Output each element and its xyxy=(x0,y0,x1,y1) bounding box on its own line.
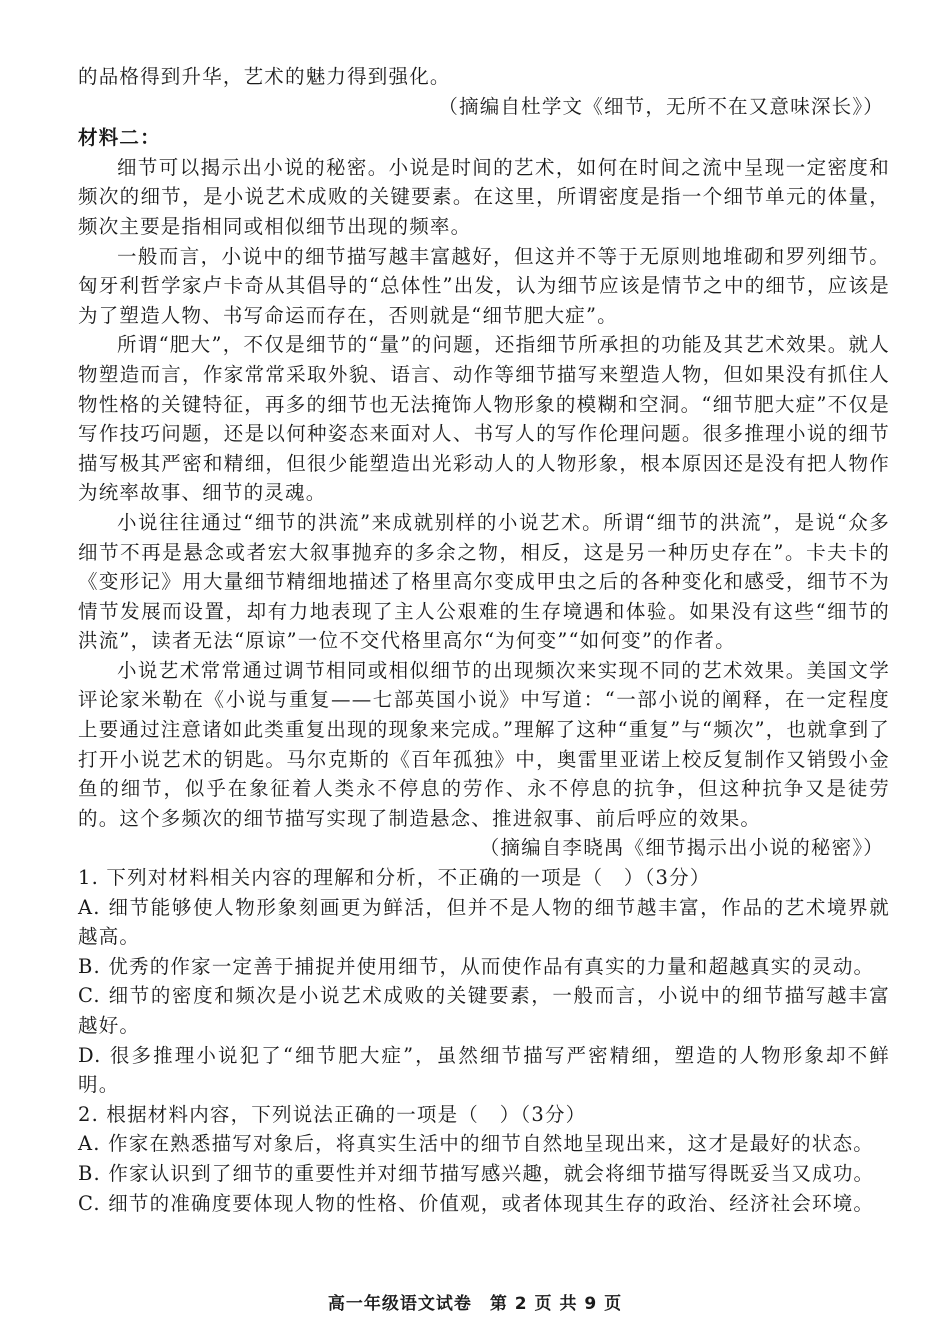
material2-paragraph: 一般而言，小说中的细节描写越丰富越好，但这并不等于无原则地堆砌和罗列细节。匈牙利哲学家卢卡奇从其倡导的“总体性”出发，认为细节应该是情节之中的细节，应该是为了塑造人物、书写命运而存在，否则就是“细节肥大症”。 xyxy=(78,244,890,327)
question-1-stem: 1. 下列对材料相关内容的理解和分析，不正确的一项是（ ）（3分） xyxy=(78,866,711,890)
source-citation-2: （摘编自李晓禺《细节揭示出小说的秘密》） xyxy=(479,836,884,860)
material2-paragraph: 所谓“肥大”，不仅是细节的“量”的问题，还指细节所承担的功能及其艺术效果。就人物塑造而言，作家常常采取外貌、语言、动作等细节描写来塑造人物，但如果没有抓住人物性格的关键特征，再多的细节也无法掩饰人物形象的模糊和空洞。“细节肥大症”不仅是写作技巧问题，还是以何种姿态来面对人、书写人的写作伦理问题。很多推理小说的细节描写极其严密和精细，但很少能塑造出光彩动人的人物形象，根本原因还是没有把人物作为统率故事、细节的灵魂。 xyxy=(78,333,890,505)
material2-paragraph: 小说艺术常常通过调节相同或相似细节的出现频次来实现不同的艺术效果。美国文学评论家米勒在《小说与重复——七部英国小说》中写道：“一部小说的阐释，在一定程度上要通过注意诸如此类重复出现的现象来完成。”理解了这种“重复”与“频次”，也就拿到了打开小说艺术的钥匙。马尔克斯的《百年孤独》中，奥雷里亚诺上校反复制作又销毁小金鱼的细节，似乎在象征着人类永不停息的劳作、永不停息的抗争，但这种抗争又是徒劳的。这个多频次的细节描写实现了制造悬念、推进叙事、前后呼应的效果。 xyxy=(78,658,890,830)
question-1-option-a: A. 细节能够使人物形象刻画更为鲜活，但并不是人物的细节越丰富，作品的艺术境界就越高。 xyxy=(78,895,890,949)
intro-line: 的品格得到升华，艺术的魅力得到强化。 xyxy=(78,65,451,88)
question-1-option-c: C. 细节的密度和频次是小说艺术成败的关键要素，一般而言，小说中的细节描写越丰富越好。 xyxy=(78,984,890,1037)
question-2-option-a: A. 作家在熟悉描写对象后，将真实生活中的细节自然地呈现出来，这才是最好的状态。 xyxy=(78,1132,874,1156)
question-1-option-d: D. 很多推理小说犯了“细节肥大症”，虽然细节描写严密精细，塑造的人物形象却不鲜明。 xyxy=(78,1043,890,1097)
material2-heading: 材料二： xyxy=(78,126,161,150)
question-2-option-b: B. 作家认识到了细节的重要性并对细节描写感兴趣，就会将细节描写得既妥当又成功。 xyxy=(78,1161,875,1185)
question-1-option-b: B. 优秀的作家一定善于捕捉并使用细节，从而使作品有真实的力量和超越真实的灵动。 xyxy=(78,954,875,978)
exam-page xyxy=(78,62,890,1218)
source-citation-1: （摘编自杜学文《细节，无所不在又意味深长》） xyxy=(438,94,884,118)
material2-paragraph: 小说往往通过“细节的洪流”来成就别样的小说艺术。所谓“细节的洪流”，是说“众多细节不再是悬念或者宏大叙事抛弃的多余之物，相反，这是另一种历史存在”。卡夫卡的《变形记》用大量细节精细地描述了格里高尔变成甲虫之后的各种变化和感受，细节不为情节发展而设置，却有力地表现了主人公艰难的生存境遇和体验。如果没有这些“细节的洪流”，读者无法“原谅”一位不交代格里高尔“为何变”“如何变”的作者。 xyxy=(78,510,890,653)
question-2-stem: 2. 根据材料内容，下列说法正确的一项是（ ）（3分） xyxy=(78,1102,587,1126)
page-footer: 高一年级语文试卷 第 2 页 共 9 页 xyxy=(327,1294,623,1314)
material2-paragraph: 细节可以揭示出小说的秘密。小说是时间的艺术，如何在时间之流中呈现一定密度和频次的细节，是小说艺术成败的关键要素。在这里，所谓密度是指一个细节单元的体量，频次主要是指相同或相似细节出现的频率。 xyxy=(78,155,890,238)
question-2-option-c: C. 细节的准确度要体现人物的性格、价值观，或者体现其生存的政治、经济社会环境。 xyxy=(78,1191,875,1215)
